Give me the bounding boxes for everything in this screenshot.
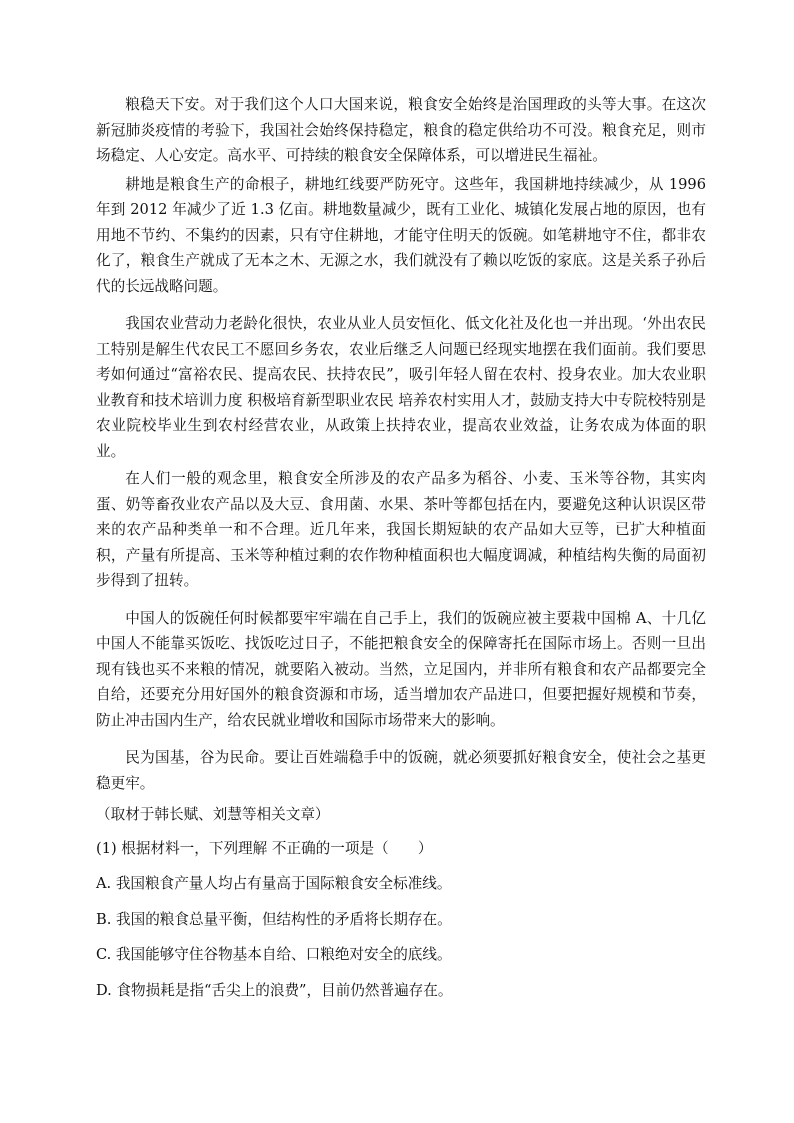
option-b: B. 我国的粮食总量平衡，但结构性的矛盾将长期存在。 (96, 910, 452, 928)
paragraph-3: 我国农业营动力老龄化很快，农业从业人员安恒化、低文化社及化也一并出现。‘外出农民工特别是解生代农民工不愿回乡务农，农业后继乏人问题已经现实地摆在我们面前。我们要思考如何通过“富裕农民、提高农民、扶持农民”，吸引年轻人留在农村、投身农业。加大农业职业教育和技术培训力度 积极培育新型职业农民 培养农村实用人才，鼓励支持大中专院校特别是农业院校毕业生到农村经营农业，从政策上扶持农业，提高农业效益，让务农成为体面的职业。 (96, 315, 706, 460)
paragraph-4: 在人们一般的观念里，粮食安全所涉及的农产品多为稻谷、小麦、玉米等谷物，其实肉 蛋、奶等畜孜业农产品以及大豆、食用菌、水果、茶叶等都包括在内，要避免这种认识误区带来的农产品种类单一和不合理。近几年来，我国长期短缺的农产品如大豆等，已扩大种植面积，产量有所提高、玉米等种植过剩的农作物种植面积也大幅度调减，种植结构失衡的局面初步得到了扭转。 (96, 470, 706, 589)
option-c: C. 我国能够守住谷物基本自给、口粮绝对安全的底线。 (96, 946, 452, 963)
answer-options (96, 871, 706, 1003)
question-stem: (1) 根据材料一，下列理解 不正确的一项是（ ） (96, 839, 433, 857)
paragraph-2: 耕地是粮食生产的命根子，耕地红线要严防死守。这些年，我国耕地持续减少，从 1996 年到 2012 年减少了近 1.3 亿亩。耕地数量减少，既有工业化、城镇化发展占地的原因，也有用地不节约、不集约的因素，只有守住耕地，才能守住明天的饭碗。如笔耕地守不住，都非农化了，粮食生产就成了无本之木、无源之水，我们就没有了赖以吃饭的家底。这是关系子孙后代的长远战略问题。 (96, 175, 706, 295)
option-d: D. 食物损耗是指“舌尖上的浪费”，目前仍然普遍存在。 (96, 981, 453, 999)
source-citation: （取材于韩长赋、刘慧等相关文章） (96, 806, 330, 823)
document-page (96, 92, 706, 1003)
paragraph-5: 中国人的饭碗任何时候都要牢牢端在自己手上，我们的饭碗应被主要栽中国棉 A、十几亿中国人不能靠买饭吃、找饭吃过日子，不能把粮食安全的保障寄托在国际市场上。否则一旦出现有钱也买不来粮的情况，就要陷入被动。当然，立足国内，并非所有粮食和农产品都要完全自给，还要充分用好国外的粮食资源和市场，适当增加农产品进口，但要把握好规模和节奏，防止冲击国内生产，给农民就业增收和国际市场带来大的影响。 (96, 609, 706, 729)
paragraph-1: 粮稳天下安。对于我们这个人口大国来说，粮食安全始终是治国理政的头等大事。在这次新冠肺炎疫情的考验下，我国社会始终保持稳定，粮食的稳定供给功不可没。粮食充足，则市场稳定、人心安定。高水平、可持续的粮食安全保障体系，可以增进民生福祉。 (96, 96, 706, 164)
option-a: A. 我国粮食产量人均占有量高于国际粮食安全标准线。 (96, 875, 452, 892)
paragraph-6: 民为国基，谷为民命。要让百姓端稳手中的饭碗，就必须要抓好粮食安全，使社会之基更稳更牢。 (96, 749, 706, 792)
